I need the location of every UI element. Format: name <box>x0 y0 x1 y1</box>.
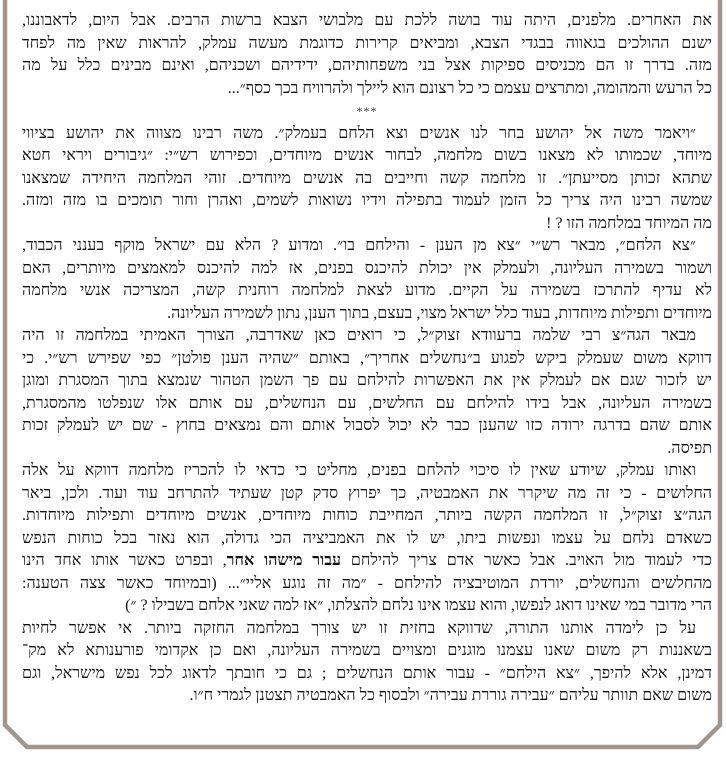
text-line: שמשה רבינו היה צריך כל הזמן לעמוד בתפילה וידיו נשואות לשמים, ואהרן וחור תומכים בו מזה ומזה. <box>22 192 712 209</box>
text-line: לא עדיף להתרכז בשמירה על הקיים. מדוע לצאת למלחמה רוחנית קשה, המצריכה אנשי מלחמה <box>22 282 712 299</box>
text-line: דווקא משום שעמלק ביקש לפגוע ב״נחשלים אחריך״, באותם ״שהיה הענן פולטן״ כפי שפירש רש״י. כי <box>22 349 712 367</box>
paragraph <box>22 460 712 618</box>
text-line: כשאדם נלחם על עצמו ונפשות ביתו, יש לו את האמביציה הכי גדולה, הוא נאזר בכל כוחות הנפש <box>22 529 712 547</box>
section-separator: *** <box>356 104 378 118</box>
paragraph <box>22 123 712 236</box>
paragraph <box>22 235 712 325</box>
text-line: שתהא זכותן מסייעתן״. זו מלחמה קשה וחייבים בה אנשים מיוחדים. זוהי המלחמה היחידה שמצאנו <box>22 169 712 187</box>
text-line: את האחרים. מלפנים, היתה עוד בושה ללכת עם מלבושי הצבא ברשות הרבים. אבל היום, לדאבוננו, <box>22 12 712 29</box>
paragraph <box>22 618 712 708</box>
text-line: תפיסה. <box>667 439 712 457</box>
paragraph <box>22 325 712 460</box>
text-line: הגה״צ זצוק״ל, זו המלחמה הקשה ביותר, המחייבת כוחות מיוחדים, אנשים מיוחדים ותפילות מיוחדות. <box>22 507 712 524</box>
text-line <box>22 550 712 573</box>
text-line: כל הרעש והמהומה, ומתרצים עצמם כי כל רצונם הוא ליילך ולהרוויח בכך כסף״... <box>227 79 712 97</box>
text-line: ואותו עמלק, שיודע שאין לו סיכוי להלחם בפנים, מחליט כי כדאי לו להכריז מלחמה דווקא על אלה <box>22 462 696 479</box>
paragraph <box>22 10 712 100</box>
text-line: על כן לימדה אותנו התורה, שדווקא בחזית זו יש צורך במלחמה החזקה ביותר. אי אפשר לחיות <box>22 619 696 637</box>
text-line: ״ויאמר משה אל יהושע בחר לנו אנשים וצא הלחם בעמלק״. משה רבינו מצווה את יהושע בציווי <box>22 124 696 142</box>
text-line: מזה. בדרך זו הם מכניסים ספיקות אצל בני משפחותיהם, ידידיהם ושכניהם, ואינם מבינים כלל על מה <box>22 57 712 74</box>
text-segment: כדי לעמוד מול האויב. אבל כאשר אדם צריך להילחם <box>341 552 712 569</box>
text-line: מיוחדים ותפילות מיוחדות, בעוד כלל ישראל מצוי, בעצם, בתוך הענן, נתון לשמירה העליונה. <box>167 304 712 322</box>
text-line: אותם שהם בדרגה ירודה כזו שהענן כבר לא יכול לסבול אותם והם נמצאים בחוץ - שם יש לעמלק זכות <box>22 417 712 434</box>
text-line: הרי מדובר במי שאינו דואג לנפשו, והוא עצמו אינו נלחם להצלתו, ״אז למה שאני אלחם בשבילו ? ״) <box>125 597 712 614</box>
text-line: ישנם ההולכים בגאווה בבגדי הצבא, ומביאים קרירות כדוגמת מעשה עמלק, להראות שאין מה לפחד <box>22 34 712 52</box>
text-line: יש לזכור שגם אם לעמלק אין את האפשרות להילחם עם פך השמן הטהור שנמצא בתוך המסגרת ומוגן <box>22 372 712 389</box>
text-line: מהחלשים והנחשלים, יורדת המוטיבציה להילחם - ״מה זה נוגע אליי״... (ובמיוחד כאשר צצה הטענה: <box>22 574 712 592</box>
text-line: מה המיוחד במלחמה הזו ? ! <box>546 214 712 232</box>
text-line: החלושים - כי זה מה שיקרר את האמבטיה, כך יפרוץ סדק קטן שעתיד להתרחב עוד ועוד. ולכן, ביאר <box>22 484 712 502</box>
text-line: ״צא הלחם״, מבאר רש״י ״צא מן הענן - והילחם בו״. ומדוע ? הלא עם ישראל מוקף בענני הכבוד, <box>22 237 696 254</box>
text-line: בשמירה העליונה, אבל בידו להילחם עם החלשים, עם הנחשלים, עם אותם אלו שנפלטו מהמסגרת, <box>22 394 712 412</box>
text-line: מיוחד, שכמותו לא מצאנו בשום מלחמה, לבחור אנשים מיוחדים, וכפירוש רש״י: ״גיבורים ויראי חטא <box>22 147 712 164</box>
text-line: מבאר הגה״צ רבי שלמה ברעוודא זצוק״ל, כי רואים כאן שאדרבה, הצורך האמיתי במלחמה זו היה <box>22 327 696 344</box>
text-segment: , ובפרט כאשר אותו אחד הינו <box>22 552 227 569</box>
text-line: ושמור בשמירה העליונה, ולעמלק אין יכולת להיכנס בפנים, אז למה להיכנס למאמצים מיותרים, האם <box>22 259 712 277</box>
text-line: משום שאם תוותר עליהם ״עבירה גוררת עבירה״ ולבסוף כל האמבטיה תצטנן לגמרי ח״ו. <box>189 687 712 704</box>
bold-phrase: עבור מישהו אחר <box>226 552 342 569</box>
text-line: בשאננות רק משום שאנו עצמנו מוגנים ומצויים בשמירה העליונה, ואם כן אקדומי פורענותא לא מק־ <box>22 642 712 659</box>
article-body <box>22 10 712 708</box>
text-line: דמינן, אלא להיפך, ״צא הילחם״ - עבור אותם הנחשלים ; גם כי חובתך לדאוג לכל נפש מישראל, וגם <box>22 664 712 682</box>
